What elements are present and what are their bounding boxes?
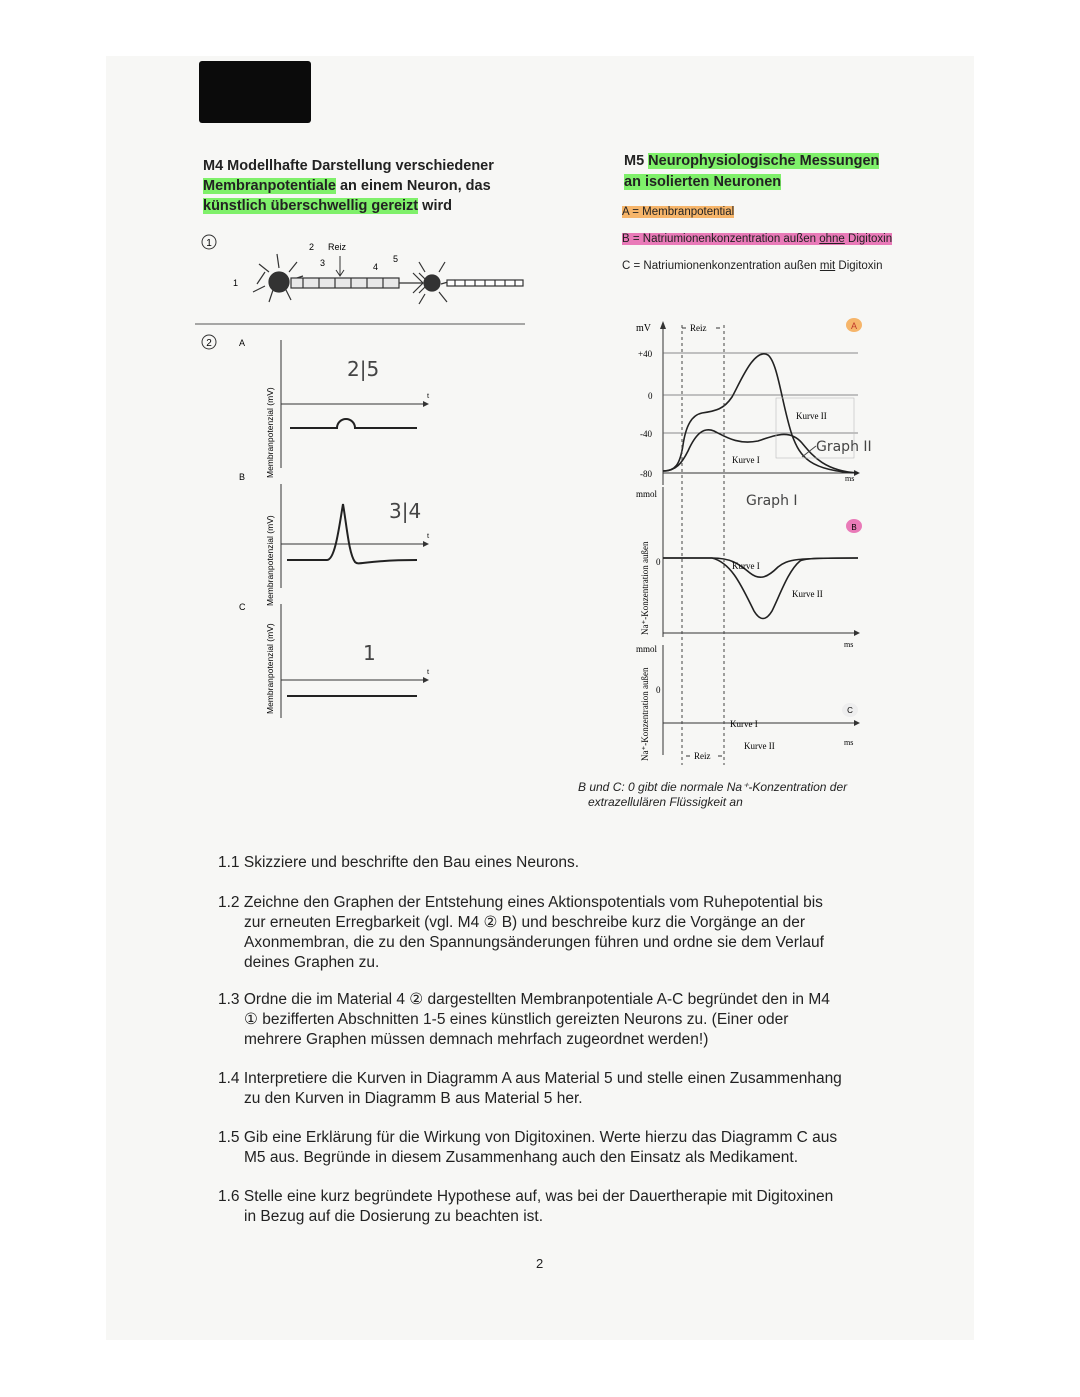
- task-1-5: 1.5 Gib eine Erklärung für die Wirkung von Digitoxinen. Werte hierzu das Diagramm C aus M5 aus. Begründe in diesem Zusammenhang auch den Einsatz als Medikament.: [218, 1129, 838, 1166]
- highlight-messungen: Neurophysiologische Messungen: [648, 153, 880, 169]
- diagram-a-curve: [290, 419, 417, 428]
- svg-text:B: B: [851, 523, 857, 532]
- diagram-c-ylabel: Membranpotenzial (mV): [265, 623, 275, 714]
- chart-b-label-kurve-1: Kurve I: [732, 561, 760, 571]
- handwritten-b: 3|4: [389, 499, 422, 523]
- diagram-c-t: t: [427, 667, 430, 676]
- neuron-sketch: [253, 254, 523, 304]
- section-number-1: 1: [233, 278, 239, 288]
- svg-text:A: A: [850, 321, 858, 331]
- legend-a: A = Membranpotential: [622, 206, 735, 218]
- task-1-4: 1.4 Interpretiere die Kurven in Diagramm A aus Material 5 und stelle einen Zusammenhang zu den Kurven in Diagramm B aus Material 5 her.: [218, 1070, 842, 1107]
- m5-title: M5 Neurophysiologische Messungen an isolierten Neuronen: [624, 153, 880, 190]
- diagram-b-t: t: [427, 531, 430, 540]
- task-1-2: 1.2 Zeichne den Graphen der Entstehung eines Aktionspotentials vom Ruhepotential bis zur erneuten Erregbarkeit (vgl. M4 ② B) und beschreibe kurz die Vorgänge an der Axonmembran, die zu den Spannungsänderungen führen und ordne sie dem Verlauf deines Graphen zu.: [218, 894, 824, 971]
- diagram-a-t: t: [427, 391, 430, 400]
- chart-c-ms: ms: [844, 738, 854, 747]
- m5-charts: [620, 315, 900, 775]
- legend-c: C = Natriumionenkonzentration außen mit Digitoxin: [622, 260, 883, 272]
- legend-b: B = Natriumionenkonzentration außen ohne Digitoxin: [622, 233, 893, 245]
- m5-note: B und C: 0 gibt die normale Na⁺-Konzentration der extrazellulären Flüssigkeit an: [578, 780, 848, 809]
- chart-a-label-kurve-2: Kurve II: [796, 411, 827, 421]
- chart-b-unit: mmol: [636, 489, 658, 499]
- chart-a-tick-m80: -80: [640, 469, 652, 479]
- m4-figure: [195, 228, 540, 728]
- section-number-4: 4: [373, 262, 379, 272]
- chart-b-ylabel: Na⁺-Konzentration außen: [640, 541, 650, 635]
- svg-text:C: C: [847, 706, 853, 715]
- reiz-label: Reiz: [328, 242, 347, 252]
- highlight-gereizt: künstlich überschwellig gereizt: [203, 198, 419, 214]
- chart-b-label-kurve-2: Kurve II: [792, 589, 823, 599]
- chart-c-reiz: Reiz: [694, 751, 711, 761]
- diagram-a-letter: A: [239, 338, 246, 348]
- task-1-3: 1.3 Ordne die im Material 4 ② dargestellten Membranpotentiale A-C begründet den in M4 ① bezifferten Abschnitten 1-5 eines künstlich gereizten Neurons zu. (Einer oder mehrere Graphen müssen demnach mehrfach zugeordnet werden!): [218, 991, 830, 1048]
- m4-diagram-c: [239, 602, 430, 718]
- page-number: 2: [536, 1256, 544, 1271]
- chart-c-zero: 0: [656, 685, 661, 695]
- redacted-box: [199, 61, 311, 123]
- highlight-membranpotentiale: Membranpotentiale: [203, 178, 336, 194]
- handwritten-graph-1: Graph I: [746, 493, 798, 509]
- diagram-a-ylabel: Membranpotenzial (mV): [265, 387, 275, 478]
- chart-a-reiz: Reiz: [690, 323, 707, 333]
- chart-a-tick-40: +40: [638, 349, 653, 359]
- handwritten-graph-2: Graph II: [816, 439, 872, 455]
- chart-b-kurve-1: [663, 558, 858, 577]
- chart-a-unit: mV: [636, 323, 651, 334]
- section-number-3: 3: [320, 258, 326, 268]
- section-number-5: 5: [393, 254, 399, 264]
- chart-c-unit: mmol: [636, 644, 658, 654]
- chart-a-tick-0: 0: [648, 391, 653, 401]
- part1-marker: 1: [206, 238, 212, 249]
- chart-a-ms: ms: [845, 474, 855, 483]
- chart-c-ylabel: Na⁺-Konzentration außen: [640, 667, 650, 761]
- m5-chart-a: [636, 318, 872, 509]
- chart-c-label-kurve-1: Kurve I: [730, 719, 758, 729]
- highlight-neuronen: an isolierten Neuronen: [624, 174, 782, 190]
- handwritten-a: 2|5: [347, 357, 380, 381]
- handwritten-c: 1: [363, 641, 376, 665]
- diagram-b-ylabel: Membranpotenzial (mV): [265, 515, 275, 606]
- reiz-arrow-icon: [336, 256, 344, 276]
- task-1-6: 1.6 Stelle eine kurz begründete Hypothese auf, was bei der Dauertherapie mit Digitoxinen in Bezug auf die Dosierung zu beachten ist.: [218, 1188, 834, 1225]
- chart-b-kurve-2: [663, 558, 858, 619]
- m4-title: M4 Modellhafte Darstellung verschiedener Membranpotentiale an einem Neuron, das künstlich überschwellig gereizt wird: [203, 158, 494, 214]
- chart-a-tick-m40: -40: [640, 429, 652, 439]
- chart-a-label-kurve-1: Kurve I: [732, 455, 760, 465]
- task-1-1: 1.1 Skizziere und beschrifte den Bau eines Neurons.: [218, 854, 580, 871]
- part2-marker: 2: [206, 338, 212, 349]
- diagram-b-letter: B: [239, 472, 246, 482]
- m4-diagram-a: [239, 338, 430, 478]
- diagram-c-letter: C: [239, 602, 246, 612]
- chart-a-kurve-2: [663, 354, 858, 473]
- chart-c-label-kurve-2: Kurve II: [744, 741, 775, 751]
- m4-diagram-b: [239, 472, 430, 606]
- chart-b-ms: ms: [844, 640, 854, 649]
- m5-chart-b: [636, 487, 862, 649]
- m5-chart-c: [636, 644, 860, 761]
- section-number-2: 2: [309, 242, 315, 252]
- chart-b-zero: 0: [656, 557, 661, 567]
